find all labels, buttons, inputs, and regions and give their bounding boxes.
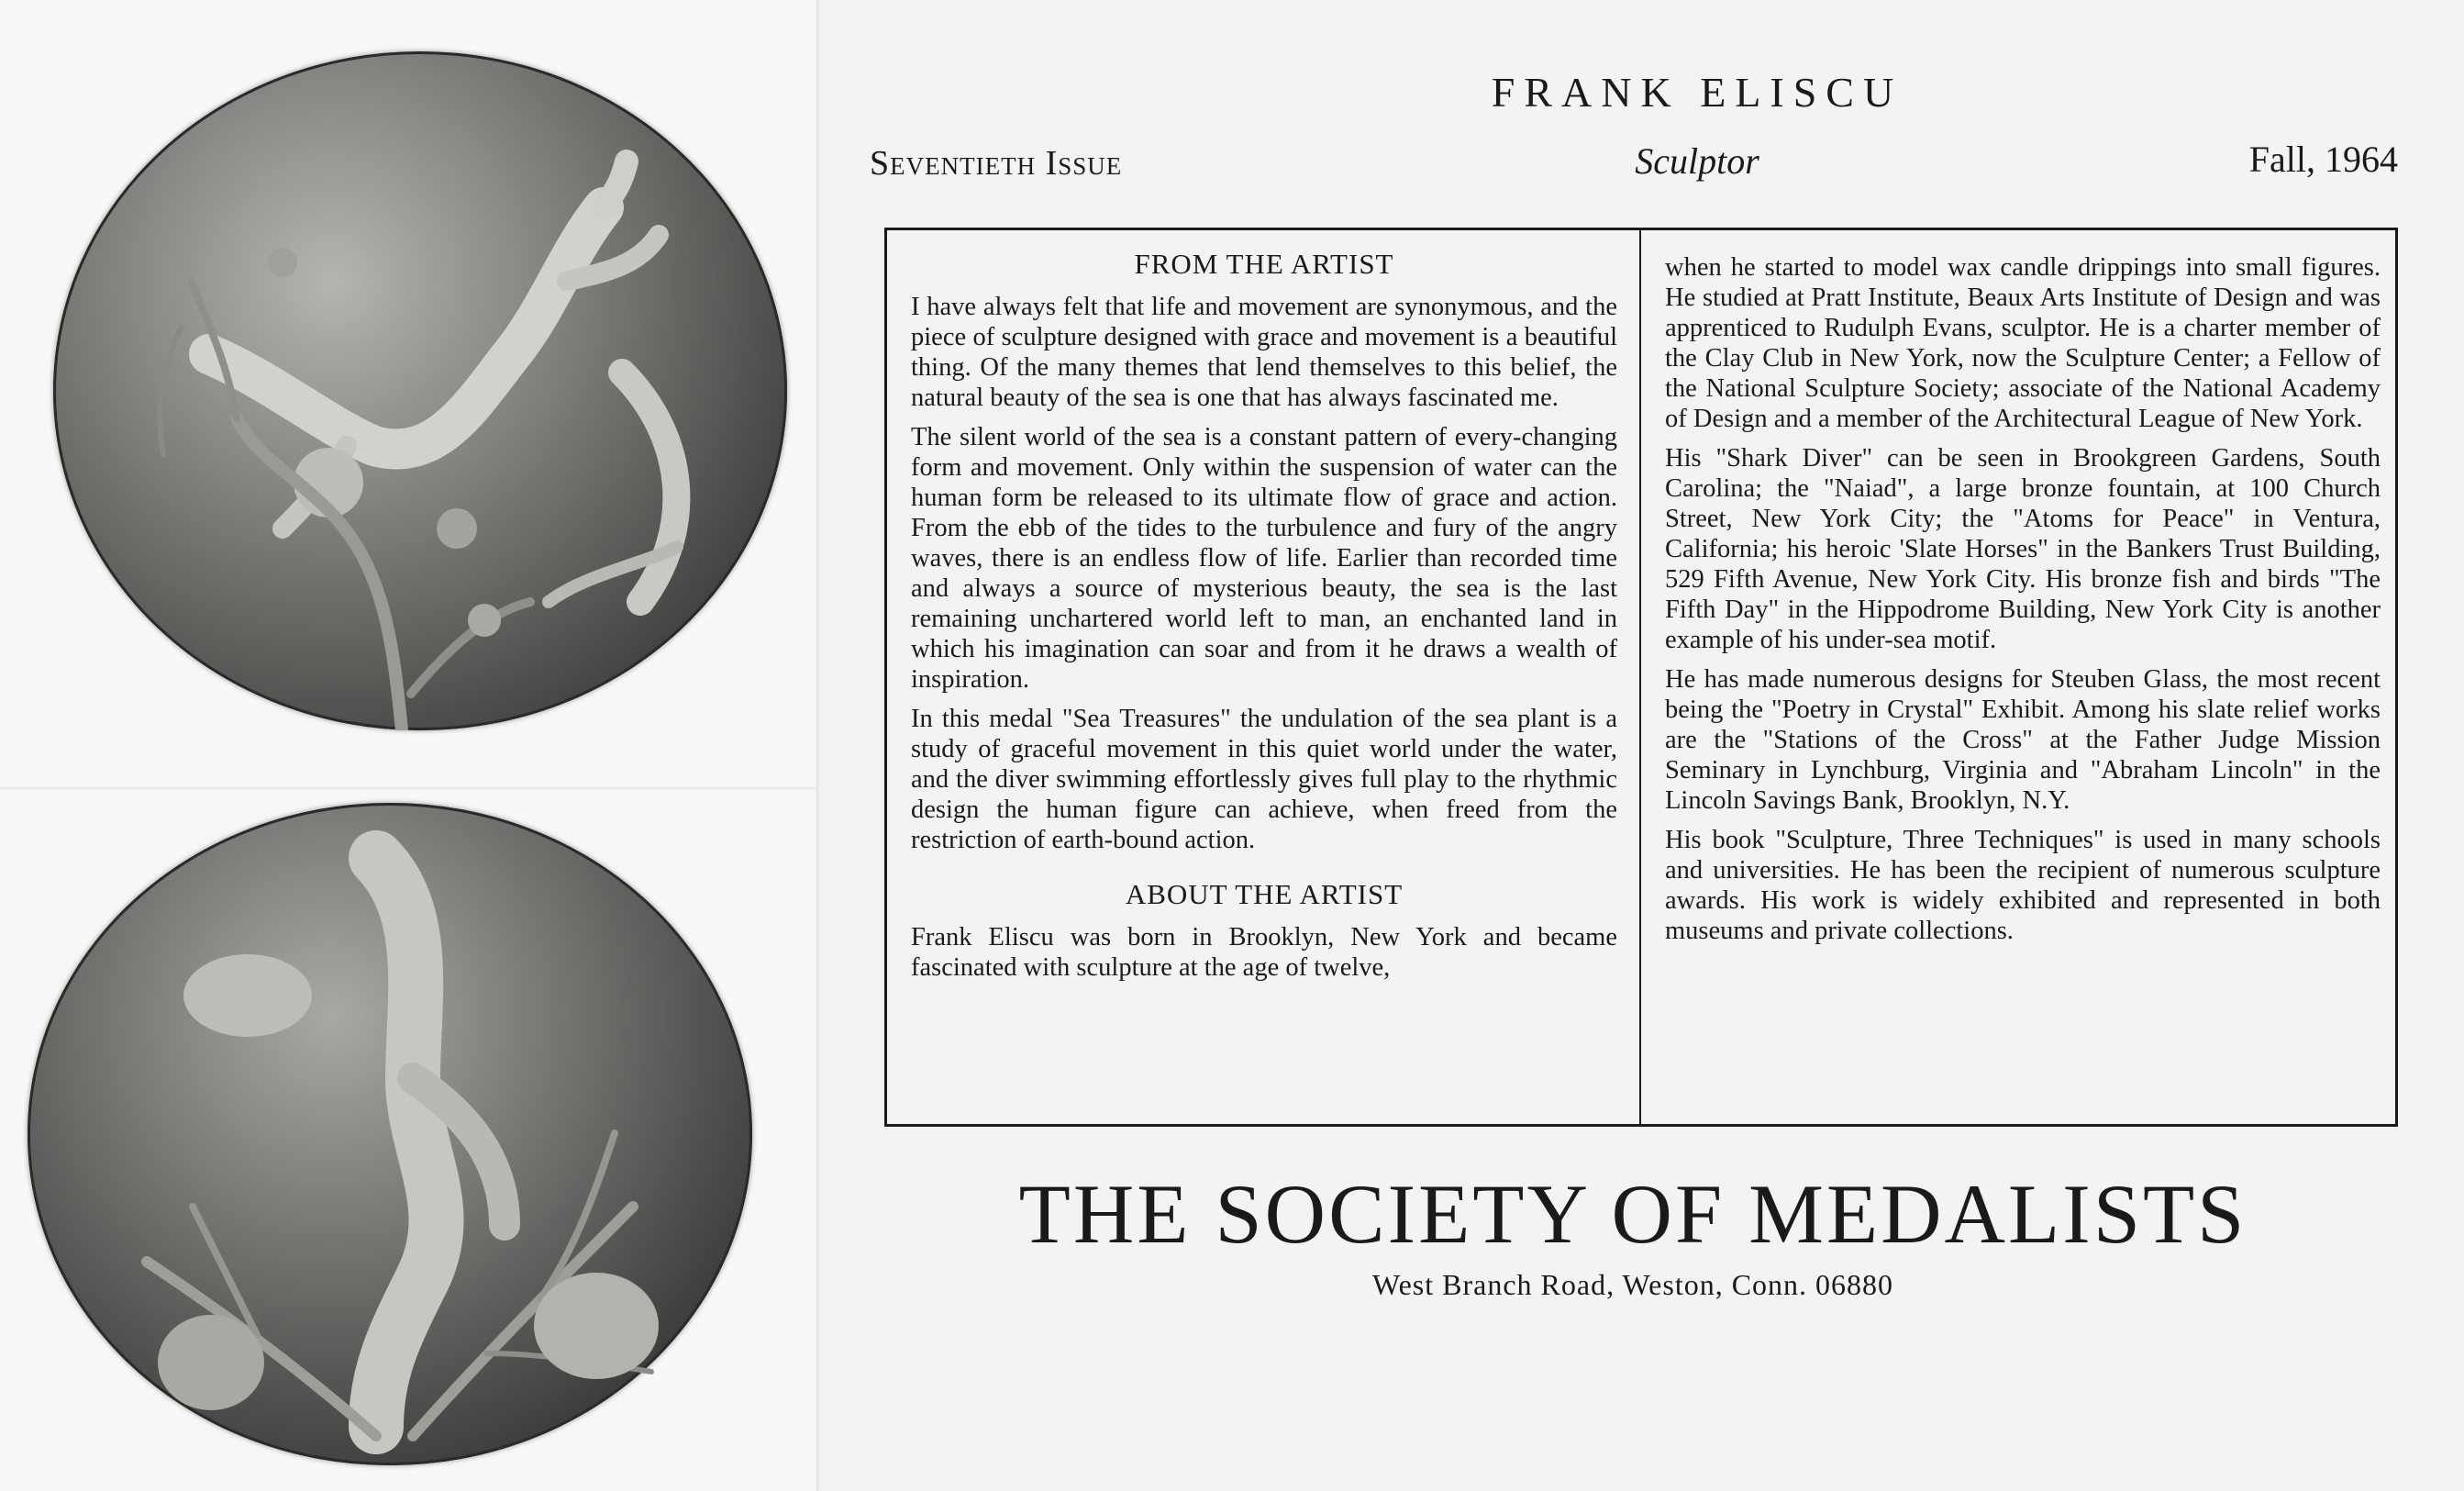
sea-treasures-relief-illustration xyxy=(28,803,752,1465)
right-column xyxy=(1665,252,2381,955)
article-text-box xyxy=(884,228,2398,1127)
from-artist-paragraph: In this medal "Sea Treasures" the undulation of the sea plant is a study of graceful movement in this quiet world under the water, and the diver swimming effortlessly gives full play to the rhythmic design the human figure can achieve, when freed from the restriction of earth-bound action. xyxy=(911,705,1617,854)
society-address: West Branch Road, Weston, Conn. 06880 xyxy=(1371,1268,1894,1301)
subtitle: Sculptor xyxy=(1635,140,1759,182)
about-artist-heading: ABOUT THE ARTIST xyxy=(1125,878,1404,910)
medal-reverse-sea-treasures-image xyxy=(28,803,752,1465)
diver-relief-illustration xyxy=(53,51,787,730)
left-column xyxy=(911,249,1617,992)
issue-date: Fall, 1964 xyxy=(2248,139,2398,180)
about-artist-paragraph: His "Shark Diver" can be seen in Brookgreen Gardens, South Carolina; the "Naiad", a large bronze fountain, at 100 Church Street, New York City; the "Atoms for Peace" in Ventura, California; his heroic 'Slate Horses" in the Bankers Trust Building, 529 Fifth Avenue, New York City. His bronze fish and birds "The Fifth Day" in the Hippodrome Building, New York City is another example of his under-sea motif. xyxy=(1665,444,2381,654)
about-artist-paragraph-continued: when he started to model wax candle drippings into small figures. He studied at Pratt Institute, Beaux Arts Institute of Design and was apprenticed to Rudulph Evans, sculptor. He is a charter member of the Clay Club in New York, now the Sculpture Center; a Fellow of the National Sculpture Society; associate of the National Academy of Design and a member of the Architectural League of New York. xyxy=(1665,253,2381,433)
from-artist-heading: FROM THE ARTIST xyxy=(1134,248,1394,280)
society-name: THE SOCIETY OF MEDALISTS xyxy=(1018,1167,2248,1261)
from-artist-paragraph: The silent world of the sea is a constant pattern of every-changing form and movement. Only within the suspension of water can the human form be released to its ultimate flow of grace and action. From the ebb of the tides to the turbulence and fury of the angry waves, there is an endless flow of life. Earlier than recorded time and always a source of mysterious beauty, the sea is the last remaining unchartered world left to man, an enchanted land in which his imagination can soar and from it he draws a wealth of inspiration. xyxy=(911,423,1617,694)
about-artist-paragraph: His book "Sculpture, Three Techniques" is used in many schools and universities. He has been the recipient of numerous sculpture awards. His work is widely exhibited and represented in both museums and private collections. xyxy=(1665,826,2381,945)
column-divider xyxy=(1639,230,1641,1124)
medal-obverse-diver-image xyxy=(53,51,787,730)
about-artist-paragraph: Frank Eliscu was born in Brooklyn, New York and became fascinated with sculpture at the age of twelve, xyxy=(911,923,1617,982)
horizontal-fold-line xyxy=(0,787,816,790)
about-artist-paragraph: He has made numerous designs for Steuben Glass, the most recent being the "Poetry in Crystal" Exhibit. Among his slate relief works are the "Stations of the Cross" at the Father Judge Mission Seminary in Lynchburg, Virginia and "Abraham Lincoln" in the Lincoln Savings Bank, Brooklyn, N.Y. xyxy=(1665,665,2381,815)
page-title: FRANK ELISCU xyxy=(1491,69,1903,116)
center-fold-line xyxy=(816,0,820,1491)
from-artist-paragraph: I have always felt that life and movement are synonymous, and the piece of sculpture designed with grace and movement is a beautiful thing. Of the many themes that lend themselves to this belief, the natural beauty of the sea is one that has always fascinated me. xyxy=(911,293,1617,412)
medal-photo-panel xyxy=(0,0,816,1491)
issue-label: Seventieth Issue xyxy=(870,144,1123,183)
